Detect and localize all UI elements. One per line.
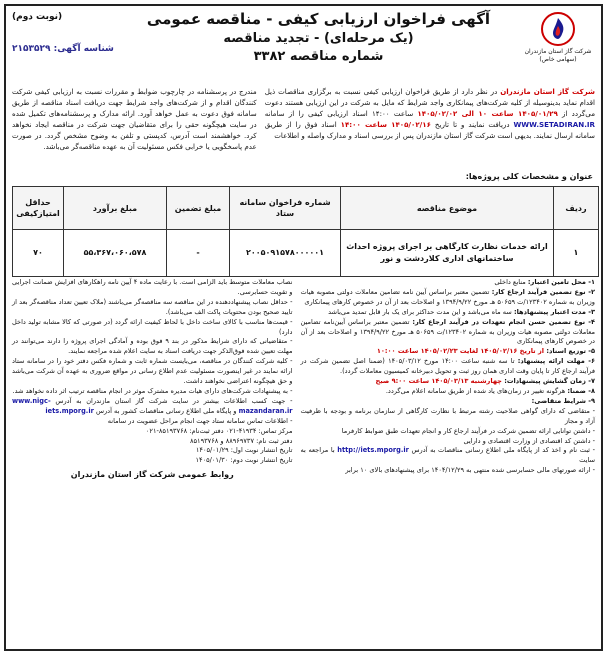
col-estimate: مبلغ برآورد bbox=[64, 187, 167, 230]
intro-text-2: ساعت ۱۴:۰۰ اسناد ارزیابی کیفی را از سامانه bbox=[264, 109, 418, 118]
table-row bbox=[13, 230, 599, 277]
item-9-text: - متقاضی که دارای گواهی صلاحیت رشته مرتبط با نظارت کارگاهی از سازمان برنامه و بودجه با ظرفیت آزاد و مجاز bbox=[300, 406, 595, 425]
page-subtitle: (یک مرحله‌ای) - تجدید مناقصه bbox=[223, 31, 414, 46]
left-item-6: - به پیشنهادات شرکت‌های دارای هیات مدیره مشترک موثر در انجام مناقصه ترتیب اثر داده نخواهد شد. bbox=[12, 386, 293, 395]
left-item-4: - متقاضیانی که دارای شرایط مذکور در بند ۹ فوق بوده و آمادگی اجرای پروژه را دارند می‌توانند در مهلت تعیین شده فوق‌الذکر جهت دریافت اسناد به سایت اعلام شده مراجعه نمایند. bbox=[12, 337, 293, 356]
item-12: - ثبت نام و اخذ کد از پایگاه ملی اطلاع رسانی مناقصات به آدرس http://iets.mporg.ir با مراجعه به سایت bbox=[300, 446, 595, 465]
page-title: آگهی فراخوان ارزیابی کیفی - مناقصه عمومی bbox=[146, 10, 491, 28]
col-min-score: حداقل امتیازکیفی bbox=[13, 187, 64, 230]
tender-number: شماره مناقصه ۳۳۸۲ bbox=[253, 49, 384, 64]
cell-min-score: ۷۰ bbox=[13, 230, 64, 277]
notice-id bbox=[12, 44, 114, 54]
conditions-section bbox=[12, 278, 595, 645]
left-item-11: تاریخ انتشار نوبت اول: ۱۴۰۵/۰۱/۲۹ bbox=[195, 446, 293, 455]
setad-site-link[interactable]: WWW.SETADIRAN.IR bbox=[513, 120, 596, 129]
left-item-10: دفتر ثبت نام: ۸۸۹۶۹۷۳۷ و ۸۵۱۹۳۷۶۸ bbox=[189, 436, 293, 445]
intro-date-range: ۱۴۰۵/۰۱/۲۹ ساعت ۱۰ الی ۱۴۰۵/۰۲/۰۲ bbox=[417, 109, 558, 118]
left-item-7: - جهت کسب اطلاعات بیشتر در سایت شرکت گاز استان مازندران به آدرس www.nigc-mazandaran.ir و پایگاه ملی اطلاع رسانی مناقصات کشور به آدرس iets.mporg.ir bbox=[12, 396, 293, 415]
item-2: ۲- نوع تضمین فرآیند ارجاع کار: تضمین معتبر براساس آیین نامه تضامین معاملات دولتی مصوبه هیات وزیران به شماره ۱۲۳۴۰۲/ت ۵۰۶۵۹ هـ مورخ ۱۳۹۴/۹/۲۲ و اصلاحات بعد از آن در خصوص کارهای پیمانکاری bbox=[300, 287, 595, 306]
item-5: ۵- توزیع اسناد: از تاریخ ۱۴۰۵/۰۲/۱۶ لغایت ۱۴۰۵/۰۲/۲۳ ساعت ۱۰:۰۰ bbox=[376, 347, 595, 356]
left-item-1: نصاب معاملات متوسط باید الزامی است. با رعایت ماده ۴ آیین نامه راهکارهای افزایش ضمانت اجرایی و تقویت حسابرسی. bbox=[12, 278, 293, 296]
col-guarantee: مبلغ تضمین bbox=[167, 187, 230, 230]
header bbox=[6, 6, 601, 84]
conditions-left bbox=[12, 278, 292, 645]
item-9: ۹- شرایط متقاضی: bbox=[531, 396, 595, 405]
logo-line-1: شرکت گاز استان مازندران bbox=[524, 48, 592, 55]
left-item-2: - حداقل نصاب پیشنهاددهنده در این مناقصه سه مناقصه‌گر می‌باشند (ملاک تعیین تعداد مناقصه‌گر بعد از تایید صحیح بودن محتویات پاکت الف می‌باشد). bbox=[12, 297, 293, 316]
intro-deadline: ۱۴۰۵/۰۲/۱۶ ساعت ۱۴:۰۰ bbox=[340, 120, 431, 129]
item-4: ۴- نوع تضمین حسن انجام تعهدات در فرآیند ارجاع کار: تضمین معتبر براساس آیین‌نامه تضامین معاملات دولتی مصوبه هیات وزیران به شماره ۱۲۳۴۰۲/ت ۵۰۶۵۹ هـ مورخ ۱۳۹۴/۹/۲۲ و اصلاحات بعد از آن در خصوص کارهای پیمانکاری bbox=[300, 317, 596, 346]
cell-setad: ۲۰۰۵۰۹۱۵۷۸۰۰۰۰۰۱ bbox=[230, 230, 341, 277]
left-item-12: تاریخ انتشار نوبت دوم: ۱۴۰۵/۰۱/۳۰ bbox=[195, 456, 293, 465]
table-header-row bbox=[13, 187, 599, 230]
col-subject: موضوع مناقصه bbox=[341, 187, 554, 230]
item-3: ۳- مدت اعتبار پیشنهادها: سه ماه می‌باشد و این مدت حداکثر برای یک بار قابل تمدید می‌باشد bbox=[328, 307, 595, 316]
cell-subject: ارائه خدمات نظارت کارگاهی بر اجرای پروژه احداث ساختمانهای اداری کلاردشت و نور bbox=[341, 230, 554, 277]
intro-right bbox=[265, 86, 595, 182]
left-item-5: - کلیه شرکت کنندگان در مناقصه، می‌بایست شماره ثابت و شماره فکس دفتر خود را در سامانه ستاد ارائه نمایند در غیر اینصورت مسئولیت عدم اطلاع رسانی در مواقع ضروری به عهده آن شرکت می‌باشد و حق هیچگونه اعتراضی نخواهند داشت. bbox=[12, 357, 293, 386]
item-6: ۶- مهلت ارائه پیشنهاد: تا سه شنبه ساعت ۱۴:۰۰ مورخ ۱۴۰۵/۰۳/۱۲ (ضمنا اصل تضمین شرکت در فرآیند ارجاع کار تا پایان وقت اداری همان روز ثبت و تحویل دبیرخانه کمیسیون معاملات گردد). bbox=[300, 357, 595, 376]
col-setad: شماره فراخوان سامانه ستاد bbox=[230, 187, 341, 230]
iets-link[interactable]: http://iets.mporg.ir bbox=[337, 446, 409, 455]
nigc-site-link[interactable]: www.nigc-mazandaran.ir bbox=[12, 396, 293, 415]
title-block bbox=[126, 8, 511, 66]
cell-guarantee: - bbox=[167, 230, 230, 277]
logo-line-2: (سهامی خاص) bbox=[539, 56, 577, 63]
projects-title: عنوان و مشخصات کلی پروژه‌ها: bbox=[465, 172, 593, 181]
item-13: - ارائه صورتهای مالی حسابرسی شده منتهی به ۱۴۰۴/۱۲/۲۹ برای پیشنهادهای بالای ۱۰ برابر bbox=[345, 466, 595, 475]
flame-logo-icon bbox=[541, 12, 575, 46]
cell-estimate: ۵۵،۳۶۷،۰۶۰،۵۷۸ bbox=[64, 230, 167, 277]
intro-section bbox=[12, 86, 595, 182]
left-item-3: - قیمت‌ها مناسب با کالای ساخت داخل با لحاظ کیفیت ارائه گردد (در صورتی که کالا مشابه تولید داخل دارد) bbox=[12, 317, 293, 336]
intro-text-1: در نظر دارد از طریق فراخوان ارزیابی کیفی نسبت به برگزاری مناقصات ذیل اقدام نماید بدینوسیله از کلیه شرکت‌های پیمانکاری واجد شرایط که مایل به شرکت در این ارزیابی هستند دعوت می‌گردد از bbox=[264, 87, 596, 118]
footer-signature: روابط عمومی شرکت گاز استان مازندران bbox=[70, 470, 234, 480]
intro-text-4: اسناد فوق را از طریق سامانه ارسال نمایند. بدیهی است شرکت گاز استان مازندران پس از بررسی اسناد و مدارک واصله و اطلاعات bbox=[264, 120, 595, 140]
col-row: ردیف bbox=[554, 187, 599, 230]
company-name-inline: شرکت گاز استان مازندران bbox=[500, 87, 595, 96]
item-10: - داشتن توانایی ارائه تضمین شرکت در فرآیند ارجاع کار و انجام تعهدات طبق ضوابط کارفرما bbox=[341, 426, 595, 435]
item-8: ۸- ضمنا: هرگونه تغییر در زمان‌های یاد شده از طریق سامانه اعلام می‌گردد. bbox=[385, 386, 595, 395]
tender-notice bbox=[4, 4, 603, 651]
notice-id-value: ۲۱۵۳۵۲۹ bbox=[12, 44, 51, 54]
cell-row: ۱ bbox=[554, 230, 599, 277]
left-item-9: مرکز تماس: ۴۱۹۳۴-۰۲۱ دفتر ثبت‌نام: ۸۵۱۹۳۷۶۸-۰۲۱ bbox=[145, 426, 293, 435]
intro-text-3: دریافت نمایند و تا تاریخ bbox=[430, 120, 514, 129]
conditions-right bbox=[300, 278, 595, 645]
item-1: ۱- محل تامین اعتبار: منابع داخلی bbox=[494, 278, 595, 286]
publication-round: (نوبت دوم) bbox=[12, 12, 63, 22]
intro-left: مندرج در پرسشنامه در چارچوب ضوابط و مقررات نسبت به ارزیابی کیفی شرکت کنندگان اقدام و از شرکت‌های واجد شرایط جهت دریافت اسناد مناقصه از طریق سامانه فوق دعوت به عمل خواهد آورد. ارائه مدارک و پرسشنامه‌های تکمیل شده در سایت هیچگونه حقی را برای متقاضیان جهت شرکت در مناقصه ایجاد نخواهد کرد. خواهشمند است آدرس، کدپستی و تلفن به وضوح مشخص گردد. در صورت عدم پاسخگویی یا خرابی فکس مسئولیت آن به عهده مناقصه‌گر می‌باشد. bbox=[12, 87, 257, 151]
item-11: - داشتن کد اقتصادی از وزارت اقتصادی و دارایی bbox=[463, 436, 595, 445]
notice-id-label: شناسه آگهی: bbox=[53, 44, 114, 54]
left-item-8: - اطلاعات تماس سامانه ستاد جهت انجام مراحل عضویت در سامانه bbox=[107, 416, 293, 425]
item-7: ۷- زمان گشایش پیشنهادات: چهارشنبه ۱۴۰۵/۰۳/۱۳ ساعت ۹:۰۰ صبح bbox=[375, 377, 595, 386]
projects-table bbox=[12, 186, 599, 277]
company-logo bbox=[523, 12, 593, 64]
iets-site-link[interactable]: iets.mporg.ir bbox=[45, 406, 94, 415]
